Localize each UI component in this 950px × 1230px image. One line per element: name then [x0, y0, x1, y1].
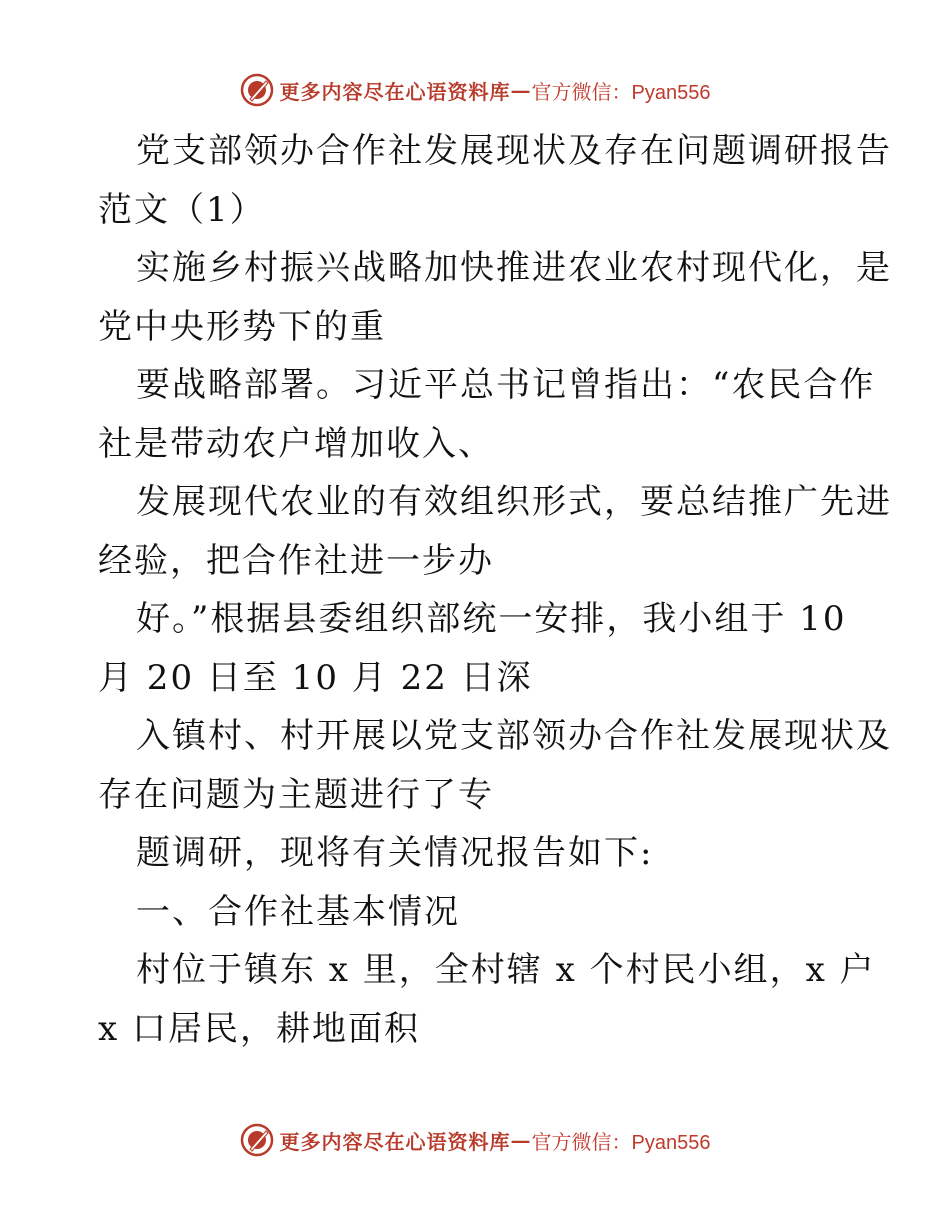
doc-paragraph-line: 入镇村、村开展以党支部领办合作社发展现状及 — [136, 716, 892, 756]
banner-dash: — — [510, 78, 532, 102]
doc-paragraph-line: 要战略部署。习近平总书记曾指出：“农民合作 — [136, 365, 876, 405]
banner-brand-text: 更多内容尽在心语资料库 — [279, 79, 511, 104]
pen-logo-icon — [240, 1123, 274, 1157]
section-heading: 一、合作社基本情况 — [136, 891, 460, 932]
doc-paragraph-line: 月 20 日至 10 月 22 日深 — [98, 657, 533, 698]
doc-paragraph-line: 经验，把合作社进一步办 — [98, 540, 494, 581]
doc-paragraph-line: 社是带动农户增加收入、 — [98, 423, 494, 464]
doc-paragraph-line: 实施乡村振兴战略加快推进农业农村现代化，是 — [136, 248, 892, 288]
header-banner — [0, 70, 950, 110]
doc-title-line-1: 党支部领办合作社发展现状及存在问题调研报告 — [136, 131, 892, 171]
doc-paragraph-line: 党中央形势下的重 — [98, 306, 386, 347]
footer-banner — [0, 1120, 950, 1160]
doc-paragraph-line: 存在问题为主题进行了专 — [98, 774, 494, 815]
doc-paragraph-line: 村位于镇东 x 里，全村辖 x 个村民小组，x 户 — [136, 950, 876, 990]
banner-brand-text: 更多内容尽在心语资料库 — [279, 1129, 511, 1154]
pen-logo-icon — [240, 73, 274, 107]
banner-contact-text: 官方微信：Pyan556 — [531, 1131, 711, 1154]
doc-paragraph-line: 发展现代农业的有效组织形式，要总结推广先进 — [136, 482, 892, 522]
doc-title-line-2: 范文（1） — [98, 189, 266, 230]
doc-paragraph-line: x 口居民，耕地面积 — [98, 1008, 420, 1049]
doc-paragraph-line: 好。”根据县委组织部统一安排，我小组于 10 — [136, 599, 847, 639]
banner-contact-text: 官方微信：Pyan556 — [531, 81, 711, 104]
doc-paragraph-line: 题调研，现将有关情况报告如下: — [136, 833, 654, 873]
banner-dash: — — [510, 1128, 532, 1152]
document-body — [98, 122, 892, 1058]
